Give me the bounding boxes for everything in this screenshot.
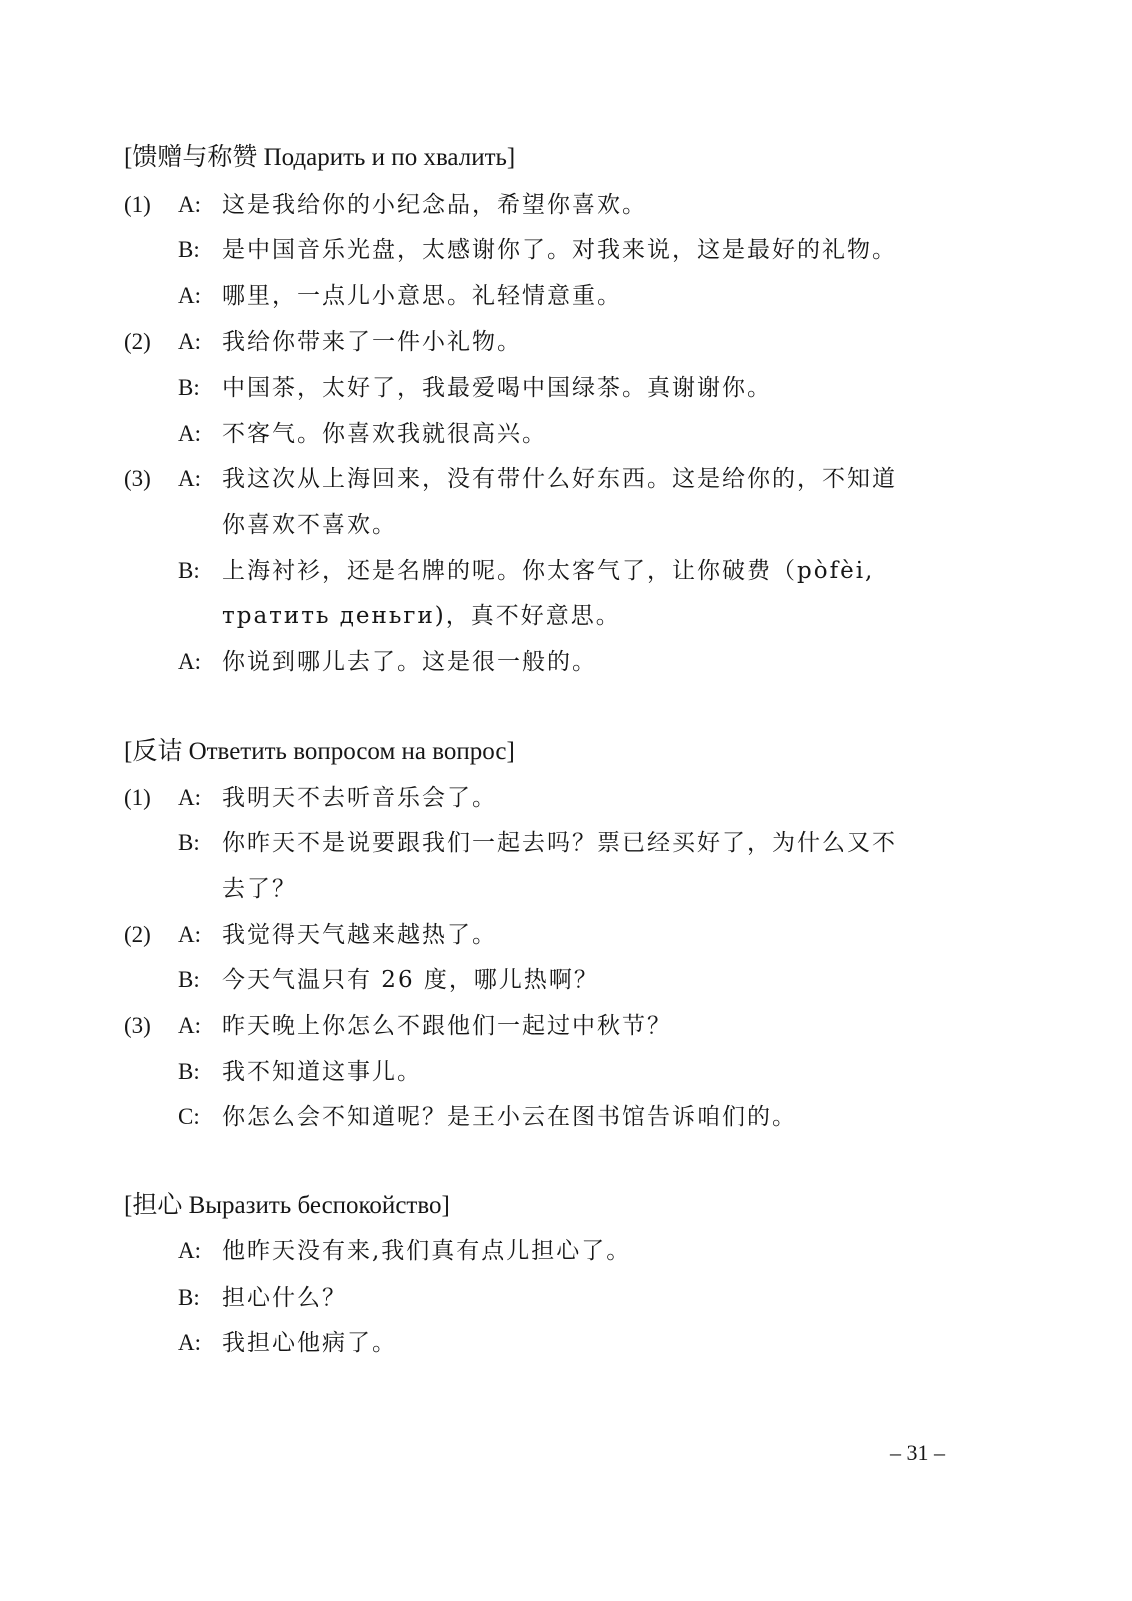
- speaker-label: B:: [178, 237, 200, 262]
- speaker-label: A:: [178, 421, 201, 446]
- speaker-label: A:: [178, 1330, 201, 1355]
- speaker-label: A:: [178, 283, 201, 308]
- speaker-label: A:: [178, 785, 201, 810]
- speaker-label: C:: [178, 1104, 200, 1129]
- dialogue-text: 我给你带来了一件小礼物。: [222, 329, 522, 355]
- dialogue-text: 上海衬衫，还是名牌的呢。你太客气了，让你破费（pòfèi,: [222, 558, 875, 584]
- dialogue-text: 这是我给你的小纪念品，希望你喜欢。: [222, 192, 647, 218]
- item-number: (1): [124, 192, 151, 217]
- section-heading: [馈赠与称赞 Подарить и по хвалить]: [124, 144, 516, 171]
- section-heading: [反诘 Ответить вопросом на вопрос]: [124, 738, 515, 765]
- dialogue-text: 你喜欢不喜欢。: [222, 512, 397, 538]
- dialogue-text: 我觉得天气越来越热了。: [222, 922, 497, 948]
- speaker-label: A:: [178, 329, 201, 354]
- dialogue-text: 我不知道这事儿。: [222, 1059, 422, 1085]
- speaker-label: B:: [178, 967, 200, 992]
- speaker-label: B:: [178, 375, 200, 400]
- item-number: (3): [124, 1013, 151, 1038]
- dialogue-text: 去了？: [222, 876, 297, 902]
- section-heading: [担心 Выразить беспокойство]: [124, 1192, 450, 1219]
- dialogue-text: 他昨天没有来,我们真有点儿担心了。: [222, 1238, 632, 1264]
- dialogue-text: 你昨天不是说要跟我们一起去吗？票已经买好了，为什么又不: [222, 830, 897, 856]
- item-number: (2): [124, 329, 151, 354]
- dialogue-text: 你说到哪儿去了。这是很一般的。: [222, 649, 597, 675]
- item-number: (2): [124, 922, 151, 947]
- dialogue-text: 你怎么会不知道呢？是王小云在图书馆告诉咱们的。: [222, 1104, 797, 1130]
- dialogue-text: 今天气温只有 26 度，哪儿热啊？: [222, 967, 599, 993]
- dialogue-text: 哪里，一点儿小意思。礼轻情意重。: [222, 283, 622, 309]
- dialogue-text: 是中国音乐光盘，太感谢你了。对我来说，这是最好的礼物。: [222, 237, 897, 263]
- speaker-label: A:: [178, 466, 201, 491]
- speaker-label: A:: [178, 922, 201, 947]
- dialogue-text: 我这次从上海回来，没有带什么好东西。这是给你的，不知道: [222, 466, 897, 492]
- speaker-label: A:: [178, 1013, 201, 1038]
- speaker-label: A:: [178, 1238, 201, 1263]
- dialogue-text: 我担心他病了。: [222, 1330, 397, 1356]
- dialogue-text: 中国茶，太好了，我最爱喝中国绿茶。真谢谢你。: [222, 375, 772, 401]
- speaker-label: A:: [178, 649, 201, 674]
- dialogue-text: 不客气。你喜欢我就很高兴。: [222, 421, 547, 447]
- dialogue-text: тратить деньги)，真不好意思。: [222, 603, 621, 629]
- dialogue-text: 我明天不去听音乐会了。: [222, 785, 497, 811]
- speaker-label: B:: [178, 830, 200, 855]
- page-number: – 31 –: [890, 1440, 945, 1465]
- item-number: (3): [124, 466, 151, 491]
- item-number: (1): [124, 785, 151, 810]
- dialogue-text: 昨天晚上你怎么不跟他们一起过中秋节？: [222, 1013, 672, 1039]
- dialogue-text: 担心什么？: [222, 1285, 347, 1311]
- speaker-label: B:: [178, 1285, 200, 1310]
- speaker-label: A:: [178, 192, 201, 217]
- speaker-label: B:: [178, 1059, 200, 1084]
- speaker-label: B:: [178, 558, 200, 583]
